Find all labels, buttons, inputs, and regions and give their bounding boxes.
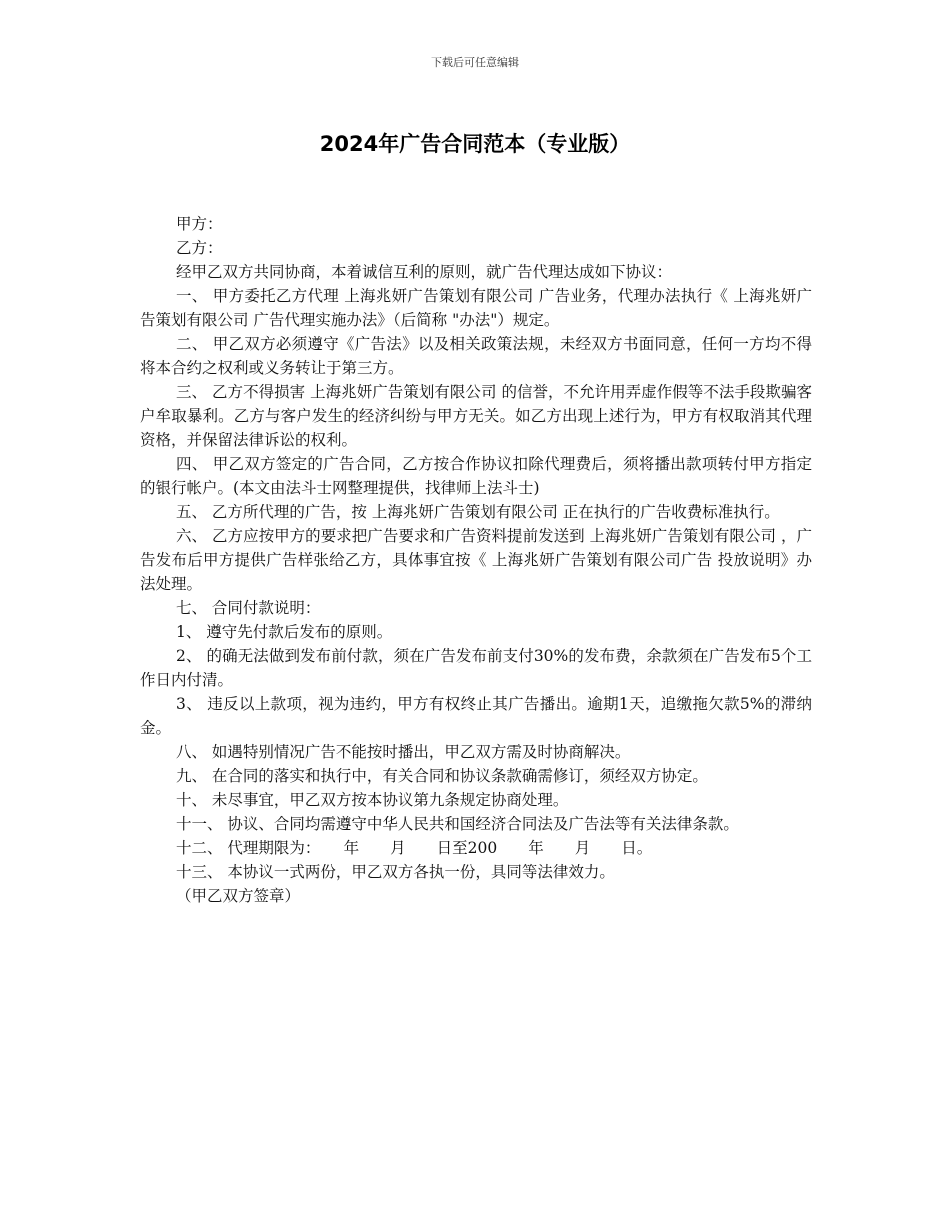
preamble: 经甲乙双方共同协商，本着诚信互利的原则，就广告代理达成如下协议： (176, 263, 673, 281)
clause-12: 十二、 代理期限为： 年 月 日至200 年 月 日。 (176, 839, 653, 857)
clause-7: 七、 合同付款说明： (176, 599, 321, 617)
clause-9: 九、 在合同的落实和执行中，有关合同和协议条款确需修订，须经双方协定。 (176, 767, 708, 785)
clause-13: 十三、 本协议一式两份，甲乙双方各执一份，具同等法律效力。 (176, 863, 615, 881)
clause-5: 五、 乙方所代理的广告，按 上海兆妍广告策划有限公司 正在执行的广告收费标准执行。 (176, 503, 780, 521)
clause-1: 一、 甲方委托乙方代理 上海兆妍广告策划有限公司 广告业务，代理办法执行《 上海兆妍广告策划有限公司 广告代理实施办法》（后简称 "办法"）规定。 (140, 287, 812, 329)
clause-8: 八、 如遇特别情况广告不能按时播出，甲乙双方需及时协商解决。 (176, 743, 631, 761)
signature-line: （甲乙双方签章） (176, 887, 301, 905)
party-b-line: 乙方： (176, 239, 223, 257)
clause-6: 六、 乙方应按甲方的要求把广告要求和广告资料提前发送到 上海兆妍广告策划有限公司 ，广告发布后甲方提供广告样张给乙方，具体事宜按《 上海兆妍广告策划有限公司广告 投放说明》办法处理。 (140, 527, 812, 593)
clause-10: 十、 未尽事宜，甲乙双方按本协议第九条规定协商处理。 (176, 791, 569, 809)
clause-7-item-3: 3、 违反以上款项，视为违约，甲方有权终止其广告播出。逾期1天，追缴拖欠款5%的滞纳金。 (140, 695, 812, 737)
clause-4: 四、 甲乙双方签定的广告合同，乙方按合作协议扣除代理费后，须将播出款项转付甲方指定的银行帐户。(本文由法斗士网整理提供，找律师上法斗士) (140, 455, 812, 497)
header-note: 下载后可任意编辑 (431, 56, 519, 69)
clause-3: 三、 乙方不得损害 上海兆妍广告策划有限公司 的信誉，不允许用弄虚作假等不法手段欺骗客户牟取暴利。乙方与客户发生的经济纠纷与甲方无关。如乙方出现上述行为，甲方有权取消其代理资格，并保留法律诉讼的权利。 (140, 383, 812, 449)
clause-2: 二、 甲乙双方必须遵守《广告法》以及相关政策法规，未经双方书面同意，任何一方均不得将本合约之权利或义务转让于第三方。 (140, 335, 812, 377)
party-a-line: 甲方： (176, 215, 223, 233)
contract-body (140, 212, 812, 908)
clause-7-item-2: 2、 的确无法做到发布前付款，须在广告发布前支付30%的发布费，余款须在广告发布5个工作日内付清。 (140, 647, 812, 689)
clause-11: 十一、 协议、合同均需遵守中华人民共和国经济合同法及广告法等有关法律条款。 (176, 815, 739, 833)
document-title: 2024年广告合同范本（专业版） (319, 132, 631, 156)
clause-7-item-1: 1、 遵守先付款后发布的原则。 (176, 623, 393, 641)
